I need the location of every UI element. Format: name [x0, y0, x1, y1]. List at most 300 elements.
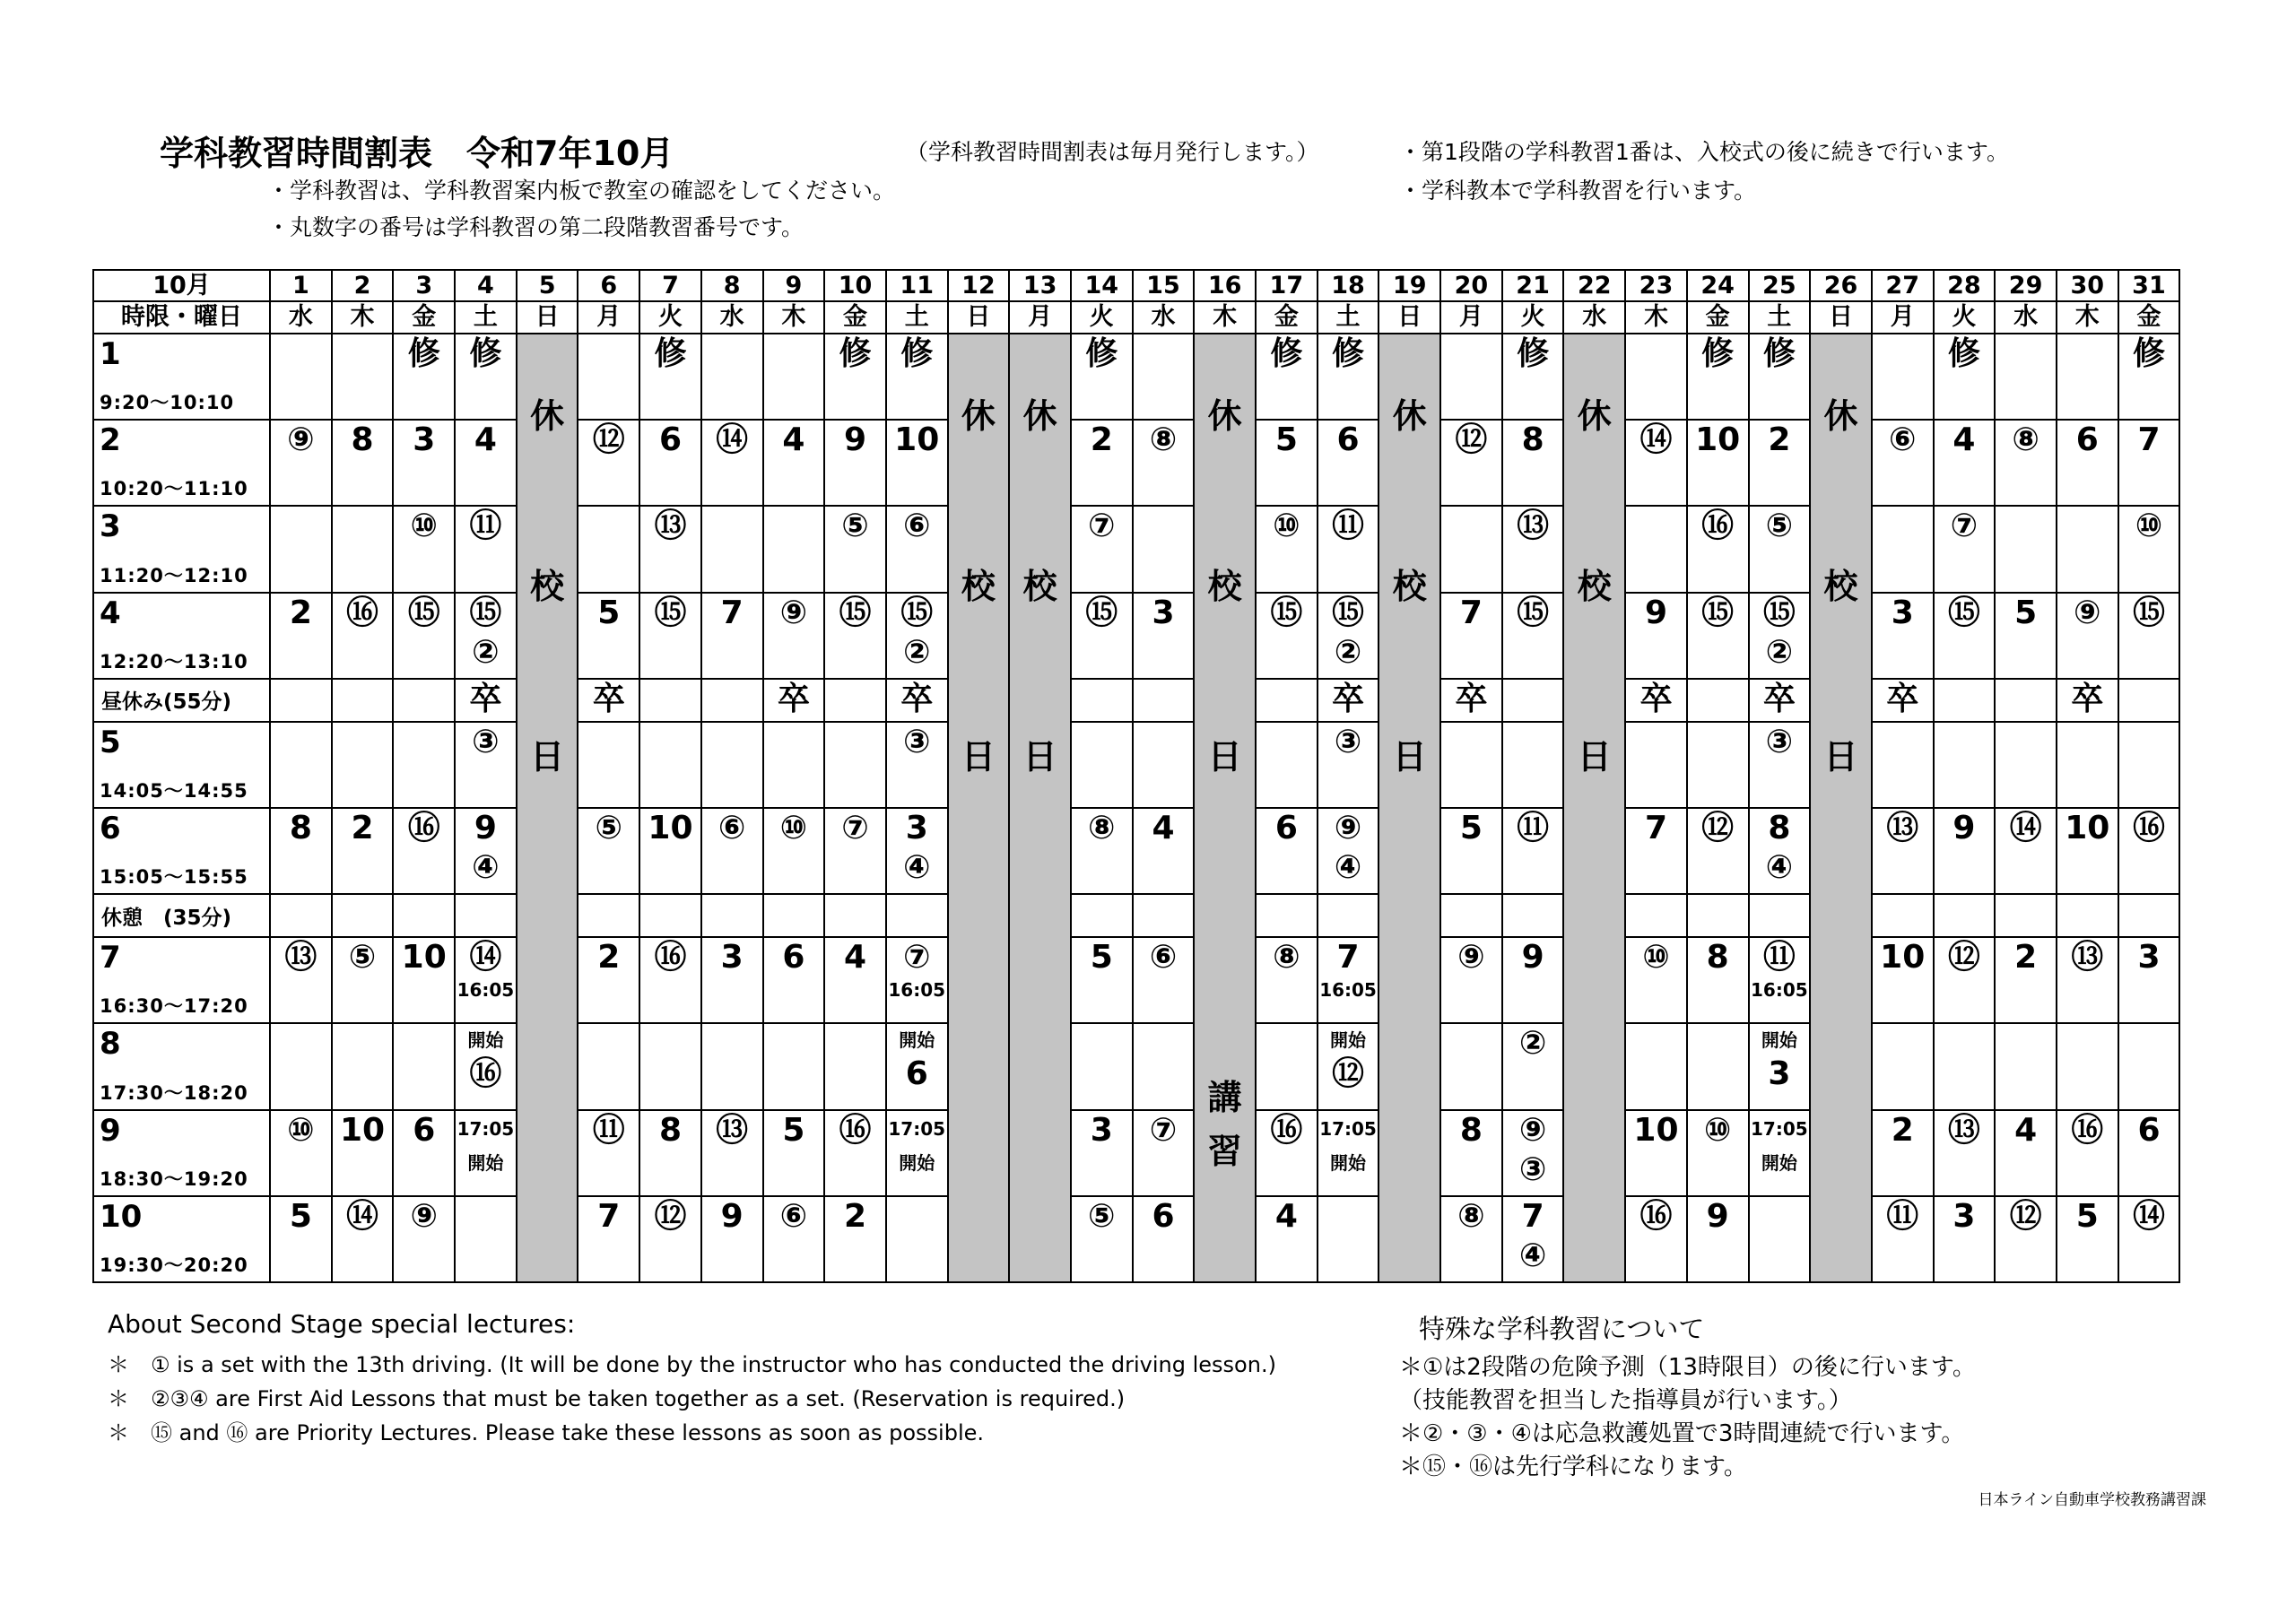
- date-header: 3: [393, 270, 455, 301]
- holiday-text: [1010, 334, 1070, 1281]
- date-header: 31: [2118, 270, 2180, 301]
- schedule-cell: [1256, 1196, 1318, 1282]
- lesson-number: 2: [289, 594, 312, 631]
- weekday-header: 水: [1563, 301, 1625, 334]
- start-label: 開始: [1330, 1151, 1367, 1174]
- weekday-header: 火: [1502, 301, 1564, 334]
- period-label: [93, 722, 270, 808]
- schedule-cell: [1440, 1023, 1502, 1109]
- lesson-number: ⑧: [1273, 939, 1300, 976]
- lesson-number: ⑭: [716, 421, 749, 459]
- note-circled-numbers: ・丸数字の番号は学科教習の第二段階教習番号です。: [267, 214, 804, 240]
- holiday-char: 日: [530, 737, 565, 777]
- weekday-header: 火: [1071, 301, 1133, 334]
- lesson-number: 卒: [1886, 680, 1919, 717]
- schedule-cell: [1934, 894, 1996, 937]
- lesson-number: 5: [1090, 939, 1113, 976]
- period-time: 12:20～13:10: [100, 650, 248, 673]
- lesson-number: ⑦: [1950, 508, 1979, 545]
- schedule-cell: [393, 506, 455, 592]
- schedule-cell: [1318, 679, 1379, 722]
- schedule-cell: [1995, 1023, 2057, 1109]
- schedule-cell: [1256, 722, 1318, 808]
- schedule-cell: [763, 1023, 825, 1109]
- schedule-cell: [701, 420, 763, 506]
- lesson-number: ⑮: [839, 594, 872, 631]
- holiday-char: 休: [961, 396, 996, 436]
- lesson-number: ⑫: [2009, 1197, 2042, 1235]
- schedule-cell: [455, 1196, 517, 1282]
- schedule-cell: [270, 506, 332, 592]
- schedule-cell: [824, 679, 886, 722]
- note-classroom: ・学科教習は、学科教習案内板で教室の確認をしてください。: [267, 178, 896, 204]
- note-first-stage: ・第1段階の学科教習1番は、入校式の後に続きで行います。: [1399, 139, 2009, 165]
- period-label: [93, 808, 270, 894]
- lesson-number: 3: [720, 939, 744, 976]
- schedule-cell: [2057, 420, 2118, 506]
- schedule-cell: [2057, 937, 2118, 1023]
- start-time-label: 17:05: [457, 1117, 515, 1140]
- lesson-number: ③: [902, 723, 931, 760]
- date-header: 2: [332, 270, 394, 301]
- schedule-cell: [824, 1196, 886, 1282]
- lesson-number: ⑮: [1517, 594, 1550, 631]
- schedule-cell: [1318, 593, 1379, 679]
- lesson-number: 6: [1274, 809, 1298, 846]
- lesson-number: ⑩: [779, 809, 808, 846]
- period-weekday-label: 時限・曜日: [93, 301, 270, 334]
- lesson-number: 7: [1644, 809, 1667, 846]
- schedule-cell: [1625, 1196, 1687, 1282]
- lesson-number: ③: [1518, 1150, 1547, 1188]
- lesson-number: ⑩: [1703, 1111, 1732, 1149]
- lesson-number: 修: [1947, 335, 1980, 372]
- schedule-cell: [270, 722, 332, 808]
- schedule-cell: [639, 420, 701, 506]
- schedule-cell: [763, 420, 825, 506]
- schedule-cell: [2057, 722, 2118, 808]
- weekday-header: 水: [1133, 301, 1195, 334]
- schedule-cell: [1256, 334, 1318, 420]
- schedule-cell: [639, 894, 701, 937]
- lesson-number: ⑫: [1332, 1055, 1365, 1093]
- lesson-number: ⑮: [407, 594, 440, 631]
- weekday-header: 水: [1995, 301, 2057, 334]
- lesson-number: ⑭: [469, 939, 502, 976]
- page-title: 学科教習時間割表 令和7年10月: [160, 134, 674, 173]
- schedule-cell: [270, 593, 332, 679]
- schedule-cell: [701, 722, 763, 808]
- lesson-number: ⑯: [407, 809, 440, 846]
- footer-japanese-line: ＊①は2段階の危険予測（13時限目）の後に行います。: [1399, 1354, 1976, 1381]
- schedule-cell: [1502, 593, 1564, 679]
- lesson-number: ⑥: [902, 508, 931, 545]
- school-name: 日本ライン自動車学校教務講習課: [1978, 1491, 2206, 1509]
- schedule-cell: [1318, 1196, 1379, 1282]
- period-label: [93, 420, 270, 506]
- holiday-char: 日: [1022, 737, 1057, 777]
- schedule-cell: [1934, 334, 1996, 420]
- schedule-cell: [1749, 506, 1811, 592]
- lesson-number: 2: [597, 939, 621, 976]
- schedule-cell: [1440, 679, 1502, 722]
- schedule-cell: [2118, 808, 2180, 894]
- lesson-number: 修: [2132, 335, 2165, 372]
- schedule-cell: [332, 593, 394, 679]
- schedule-cell: [701, 1110, 763, 1196]
- lesson-number: ⑨: [410, 1197, 438, 1235]
- lesson-number: ⑯: [469, 1055, 502, 1093]
- schedule-cell: [1995, 334, 2057, 420]
- weekday-header: 木: [763, 301, 825, 334]
- holiday-char: 校: [1823, 567, 1858, 606]
- schedule-cell: [639, 1023, 701, 1109]
- lesson-number: ⑦: [1088, 508, 1116, 545]
- schedule-cell: [1872, 937, 1934, 1023]
- period-number: 2: [100, 422, 121, 459]
- lesson-number: ⑪: [1886, 1197, 1919, 1235]
- lesson-number: ⑩: [2135, 508, 2163, 545]
- lesson-number: 3: [1152, 594, 1175, 631]
- schedule-cell: [393, 420, 455, 506]
- schedule-cell: [1749, 1110, 1811, 1196]
- lesson-number: 8: [351, 421, 374, 459]
- schedule-cell: [886, 679, 948, 722]
- schedule-cell: [270, 1023, 332, 1109]
- lesson-number: 修: [839, 335, 872, 372]
- schedule-cell: [1318, 506, 1379, 592]
- lesson-number: 卒: [2071, 680, 2104, 717]
- lesson-number: ⑬: [1517, 508, 1550, 545]
- date-header: 13: [1009, 270, 1071, 301]
- period-number: 1: [100, 336, 121, 372]
- schedule-cell: [455, 1110, 517, 1196]
- schedule-cell: [886, 420, 948, 506]
- lesson-number: ⑭: [1639, 421, 1673, 459]
- start-time-label: 17:05: [888, 1117, 946, 1140]
- schedule-cell: [1625, 334, 1687, 420]
- date-header: 29: [1995, 270, 2057, 301]
- start-time-label: 16:05: [888, 979, 946, 1002]
- schedule-cell: [332, 808, 394, 894]
- lesson-number: 4: [474, 421, 497, 459]
- schedule-cell: [393, 722, 455, 808]
- schedule-cell: [1318, 420, 1379, 506]
- schedule-cell: [824, 937, 886, 1023]
- schedule-cell: [2118, 420, 2180, 506]
- schedule-cell: [1934, 679, 1996, 722]
- lesson-number: 10: [339, 1111, 386, 1149]
- schedule-cell: [332, 937, 394, 1023]
- schedule-cell: [1502, 1196, 1564, 1282]
- footer-japanese-line: （技能教習を担当した指導員が行います。）: [1399, 1387, 1852, 1414]
- lesson-number: ⑭: [346, 1197, 379, 1235]
- lesson-number: 3: [1768, 1055, 1791, 1093]
- lesson-number: 7: [720, 594, 744, 631]
- schedule-cell: [824, 1110, 886, 1196]
- schedule-cell: [701, 593, 763, 679]
- lesson-number: 修: [900, 335, 934, 372]
- schedule-cell: [824, 894, 886, 937]
- lesson-number: 8: [658, 1111, 682, 1149]
- schedule-cell: [270, 894, 332, 937]
- lesson-number: ⑦: [841, 809, 869, 846]
- lesson-number: ⑨: [1518, 1111, 1547, 1149]
- lesson-number: 6: [1336, 421, 1360, 459]
- lesson-number: 修: [1517, 335, 1550, 372]
- lesson-number: 6: [2075, 421, 2099, 459]
- schedule-cell: [1502, 334, 1564, 420]
- schedule-cell: [824, 593, 886, 679]
- schedule-cell: [1625, 679, 1687, 722]
- holiday-char: 校: [961, 567, 996, 606]
- schedule-cell: [1318, 334, 1379, 420]
- schedule-cell: [1440, 808, 1502, 894]
- weekday-header: 水: [270, 301, 332, 334]
- schedule-cell: [1071, 420, 1133, 506]
- schedule-cell: [763, 1110, 825, 1196]
- schedule-cell: [1256, 1110, 1318, 1196]
- schedule-cell: [1256, 506, 1318, 592]
- schedule-cell: [763, 506, 825, 592]
- lesson-number: 5: [1274, 421, 1298, 459]
- schedule-cell: [578, 1196, 639, 1282]
- weekday-header: 土: [455, 301, 517, 334]
- date-header: 4: [455, 270, 517, 301]
- footer-english-line: ＊ ① is a set with the 13th driving. (It will be done by the instructor who has conducted the driving lesson.): [108, 1352, 1276, 1377]
- schedule-cell: [1318, 1110, 1379, 1196]
- schedule-cell: [1995, 506, 2057, 592]
- weekday-header: 日: [1378, 301, 1440, 334]
- schedule-cell: [763, 894, 825, 937]
- lesson-number: 2: [1768, 421, 1791, 459]
- period-label: [93, 1110, 270, 1196]
- schedule-cell: [332, 334, 394, 420]
- schedule-cell: [455, 420, 517, 506]
- period-number: 9: [100, 1112, 121, 1149]
- date-header: 17: [1256, 270, 1318, 301]
- holiday-char: 休: [1577, 396, 1612, 436]
- date-header: 21: [1502, 270, 1564, 301]
- lesson-number: 10: [1695, 421, 1741, 459]
- date-header: 19: [1378, 270, 1440, 301]
- lesson-number: 卒: [900, 680, 934, 717]
- schedule-cell: [578, 506, 639, 592]
- schedule-cell: [1256, 679, 1318, 722]
- lesson-number: 修: [1085, 335, 1118, 372]
- schedule-cell: [2118, 722, 2180, 808]
- schedule-cell: [1256, 420, 1318, 506]
- schedule-cell: [270, 1196, 332, 1282]
- date-header: 6: [578, 270, 639, 301]
- lesson-number: 6: [905, 1055, 928, 1093]
- lesson-number: 2: [844, 1197, 867, 1235]
- schedule-cell: [1749, 808, 1811, 894]
- holiday-char: 日: [1577, 737, 1612, 777]
- schedule-cell: [1318, 1023, 1379, 1109]
- note-textbook: ・学科教本で学科教習を行います。: [1399, 178, 1757, 204]
- start-label: 開始: [467, 1151, 504, 1174]
- lesson-number: 5: [289, 1197, 312, 1235]
- schedule-cell: [639, 679, 701, 722]
- holiday-column: [517, 334, 578, 1282]
- lesson-number: 修: [1701, 335, 1735, 372]
- schedule-cell: [1318, 937, 1379, 1023]
- holiday-text: [1379, 334, 1439, 1281]
- lesson-number: ④: [472, 848, 500, 886]
- holiday-char: 休: [530, 396, 565, 436]
- schedule-cell: [1934, 937, 1996, 1023]
- holiday-char: 日: [961, 737, 996, 777]
- schedule-cell: [1687, 506, 1749, 592]
- schedule-cell: [455, 506, 517, 592]
- date-header: 24: [1687, 270, 1749, 301]
- schedule-cell: [1440, 894, 1502, 937]
- date-header: 23: [1625, 270, 1687, 301]
- schedule-cell: [1749, 593, 1811, 679]
- schedule-cell: [763, 334, 825, 420]
- period-time: 15:05～15:55: [100, 866, 248, 889]
- lesson-number: ⑦: [1149, 1111, 1178, 1149]
- schedule-cell: [824, 420, 886, 506]
- lesson-number: 4: [1952, 421, 1976, 459]
- start-time-label: 16:05: [457, 979, 515, 1002]
- schedule-cell: [1625, 1023, 1687, 1109]
- schedule-cell: [639, 1110, 701, 1196]
- footer-japanese-line: ＊②・③・④は応急救護処置で3時間連続で行います。: [1399, 1420, 1965, 1447]
- date-header: 10: [824, 270, 886, 301]
- holiday-char: 休: [1022, 396, 1057, 436]
- schedule-cell: [2118, 937, 2180, 1023]
- schedule-cell: [1687, 722, 1749, 808]
- schedule-cell: [886, 1023, 948, 1109]
- lesson-number: ③: [1334, 723, 1362, 760]
- start-label: 開始: [467, 1029, 504, 1052]
- lesson-number: 2: [2014, 939, 2038, 976]
- schedule-cell: [578, 722, 639, 808]
- lesson-number: ⑤: [1088, 1197, 1116, 1235]
- lesson-number: ⑧: [1149, 421, 1178, 459]
- schedule-cell: [2118, 679, 2180, 722]
- schedule-cell: [1625, 1110, 1687, 1196]
- lesson-number: ⑮: [654, 594, 687, 631]
- schedule-cell: [1625, 506, 1687, 592]
- lesson-number: 4: [1274, 1197, 1298, 1235]
- schedule-cell: [1872, 506, 1934, 592]
- schedule-cell: [886, 593, 948, 679]
- schedule-cell: [2118, 1196, 2180, 1282]
- lesson-number: 3: [2137, 939, 2161, 976]
- schedule-cell: [578, 808, 639, 894]
- date-header: 20: [1440, 270, 1502, 301]
- lesson-number: ⑯: [1701, 508, 1735, 545]
- schedule-cell: [1440, 334, 1502, 420]
- schedule-cell: [1687, 334, 1749, 420]
- lecture-char: 習: [1207, 1132, 1242, 1171]
- date-header: 16: [1194, 270, 1256, 301]
- schedule-cell: [1687, 1110, 1749, 1196]
- schedule-cell: [1995, 808, 2057, 894]
- lesson-number: ⑫: [654, 1197, 687, 1235]
- schedule-cell: [763, 722, 825, 808]
- footer-english: [108, 1309, 1274, 1450]
- schedule-cell: [270, 679, 332, 722]
- weekday-header: 木: [332, 301, 394, 334]
- rest-break-label: 休憩 (35分): [93, 894, 270, 937]
- date-header: 7: [639, 270, 701, 301]
- lesson-number: 3: [1952, 1197, 1976, 1235]
- lesson-number: 10: [2065, 809, 2110, 846]
- holiday-text: [949, 334, 1009, 1281]
- lesson-number: 10: [1880, 939, 1926, 976]
- holiday-char: 校: [1392, 567, 1427, 606]
- lesson-number: 修: [1332, 335, 1365, 372]
- schedule-cell: [1995, 1110, 2057, 1196]
- period-label: [93, 593, 270, 679]
- weekday-header: 木: [1625, 301, 1687, 334]
- schedule-cell: [332, 679, 394, 722]
- lesson-number: ⑬: [716, 1111, 749, 1149]
- schedule-cell: [1071, 1110, 1133, 1196]
- date-header: 11: [886, 270, 948, 301]
- schedule-cell: [886, 506, 948, 592]
- schedule-cell: [639, 722, 701, 808]
- schedule-cell: [1749, 679, 1811, 722]
- lesson-number: ⑪: [469, 508, 502, 545]
- schedule-cell: [1934, 1196, 1996, 1282]
- schedule-cell: [2057, 1023, 2118, 1109]
- lesson-number: ④: [902, 848, 931, 886]
- lesson-number: ⑮: [2132, 594, 2165, 631]
- lesson-number: ⑨: [1334, 809, 1362, 846]
- note-monthly: （学科教習時間割表は毎月発行します。）: [906, 139, 1319, 165]
- lesson-number: ⑩: [287, 1111, 315, 1149]
- schedule-cell: [824, 808, 886, 894]
- schedule-cell: [393, 1023, 455, 1109]
- table-row: [93, 301, 2179, 334]
- start-time-label: 17:05: [1751, 1117, 1808, 1140]
- schedule-cell: [578, 334, 639, 420]
- lesson-number: 6: [2137, 1111, 2161, 1149]
- schedule-cell: [1440, 420, 1502, 506]
- weekday-header: 火: [639, 301, 701, 334]
- lesson-number: 9: [1644, 594, 1667, 631]
- holiday-char: 日: [1207, 737, 1242, 777]
- lesson-number: ⑯: [654, 939, 687, 976]
- schedule-cell: [578, 420, 639, 506]
- period-time: 11:20～12:10: [100, 564, 248, 586]
- schedule-cell: [886, 722, 948, 808]
- schedule-cell: [332, 1023, 394, 1109]
- lesson-number: 10: [1633, 1111, 1679, 1149]
- lunch-break-label: 昼休み(55分): [93, 679, 270, 722]
- month-label: 10月: [93, 270, 270, 301]
- holiday-char: 校: [1022, 567, 1057, 606]
- schedule-cell: [1995, 722, 2057, 808]
- weekday-header: 木: [2057, 301, 2118, 334]
- lesson-number: ⑤: [595, 809, 623, 846]
- schedule-cell: [1934, 808, 1996, 894]
- schedule-cell: [1872, 334, 1934, 420]
- lesson-number: ⑫: [1701, 809, 1735, 846]
- lesson-number: 5: [782, 1111, 805, 1149]
- lesson-number: ③: [1765, 723, 1794, 760]
- schedule-cell: [701, 894, 763, 937]
- schedule-cell: [1872, 420, 1934, 506]
- schedule-cell: [1318, 894, 1379, 937]
- period-time: 19:30～20:20: [100, 1254, 248, 1276]
- period-number: 6: [100, 810, 121, 846]
